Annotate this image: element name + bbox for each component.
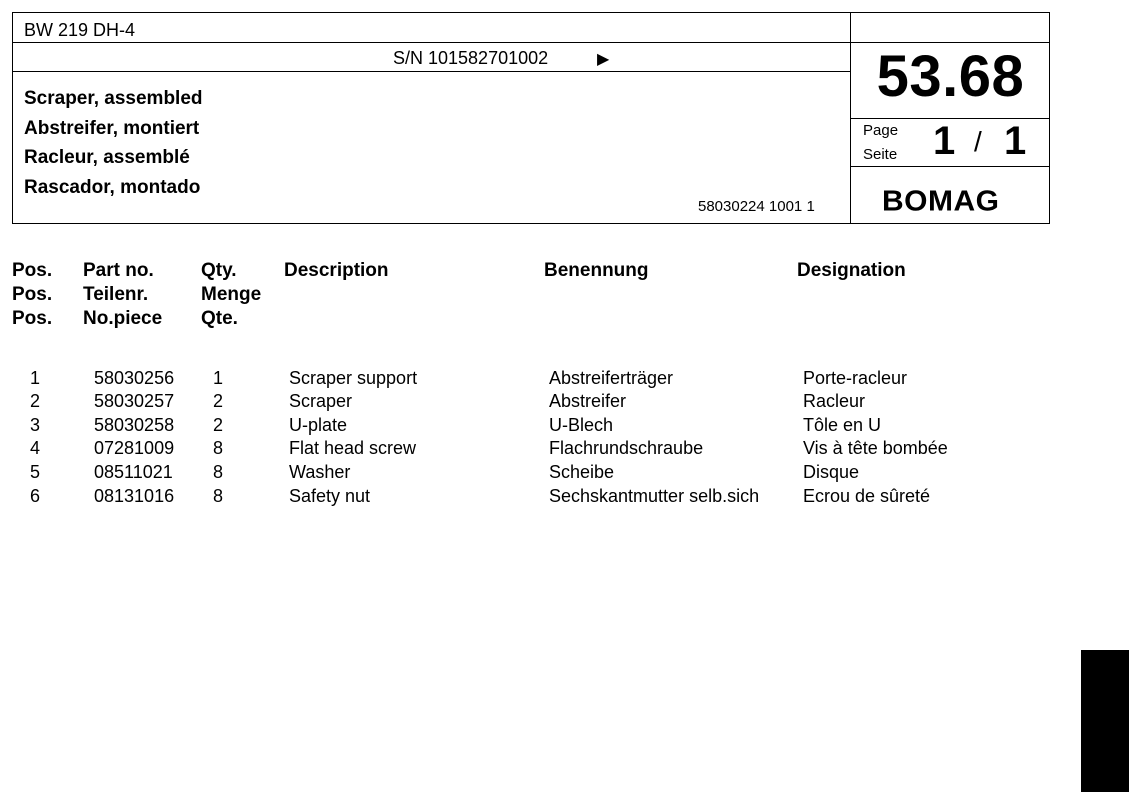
serial-number: S/N 101582701002 [393, 48, 549, 68]
row-benennung: Abstreiferträger [549, 368, 674, 388]
page-label-de: Seite [863, 146, 898, 163]
row-description: Safety nut [289, 486, 371, 506]
page-number: 53.68 [876, 44, 1025, 109]
header-divider-logo [850, 166, 1049, 167]
page-separator: / [974, 126, 982, 157]
row-pos: 6 [30, 486, 41, 506]
row-designation: Disque [803, 462, 860, 482]
title-de: Abstreifer, montiert [24, 118, 200, 139]
col-part-en: Part no. [83, 260, 154, 281]
row-pos: 4 [30, 438, 41, 458]
row-pos: 2 [30, 391, 41, 411]
document-number: 58030224 1001 1 [698, 198, 815, 215]
play-arrow-icon[interactable]: ▶ [597, 51, 610, 68]
row-description: Flat head screw [289, 438, 417, 458]
row-part-no: 08131016 [94, 486, 175, 506]
row-description: U-plate [289, 415, 348, 435]
row-part-no: 07281009 [94, 438, 175, 458]
col-pos-de: Pos. [12, 284, 53, 305]
row-description: Washer [289, 462, 351, 482]
col-designation: Designation [797, 260, 906, 281]
row-part-no: 08511021 [94, 462, 173, 482]
col-description: Description [284, 260, 389, 281]
col-pos-fr: Pos. [12, 308, 53, 329]
col-pos-en: Pos. [12, 260, 53, 281]
col-part-de: Teilenr. [83, 284, 149, 305]
title-fr: Racleur, assemblé [24, 147, 190, 168]
row-part-no: 58030258 [94, 415, 175, 435]
row-qty: 1 [213, 368, 224, 388]
row-designation: Porte-racleur [803, 368, 908, 388]
row-designation: Racleur [803, 391, 866, 411]
row-designation: Vis à tête bombée [803, 438, 948, 458]
model-name: BW 219 DH-4 [24, 20, 136, 40]
title-es: Rascador, montado [24, 177, 201, 198]
row-designation: Ecrou de sûreté [803, 486, 931, 506]
row-pos: 5 [30, 462, 41, 482]
row-benennung: Abstreifer [549, 391, 627, 411]
row-pos: 1 [30, 368, 41, 388]
row-benennung: Sechskantmutter selb.sich [549, 486, 760, 506]
col-qty-de: Menge [201, 284, 262, 305]
row-designation: Tôle en U [803, 415, 882, 435]
header-box [12, 12, 1050, 224]
row-qty: 8 [213, 438, 224, 458]
row-qty: 2 [213, 391, 224, 411]
row-qty: 2 [213, 415, 224, 435]
row-benennung: Flachrundschraube [549, 438, 704, 458]
col-qty-en: Qty. [201, 260, 237, 281]
col-qty-fr: Qte. [201, 308, 238, 329]
bomag-logo: BOMAG [882, 185, 1000, 218]
page-current: 1 [933, 119, 956, 163]
row-qty: 8 [213, 486, 224, 506]
col-benennung: Benennung [544, 260, 649, 281]
page-total: 1 [1004, 119, 1027, 163]
row-benennung: U-Blech [549, 415, 614, 435]
section-tab-marker [1081, 650, 1129, 792]
title-en: Scraper, assembled [24, 88, 203, 109]
row-description: Scraper support [289, 368, 418, 388]
row-benennung: Scheibe [549, 462, 615, 482]
row-qty: 8 [213, 462, 224, 482]
header-divider-sn [13, 71, 850, 72]
row-description: Scraper [289, 391, 353, 411]
row-part-no: 58030257 [94, 391, 175, 411]
page-label-en: Page [863, 122, 899, 139]
row-part-no: 58030256 [94, 368, 175, 388]
col-part-fr: No.piece [83, 308, 163, 329]
row-pos: 3 [30, 415, 41, 435]
